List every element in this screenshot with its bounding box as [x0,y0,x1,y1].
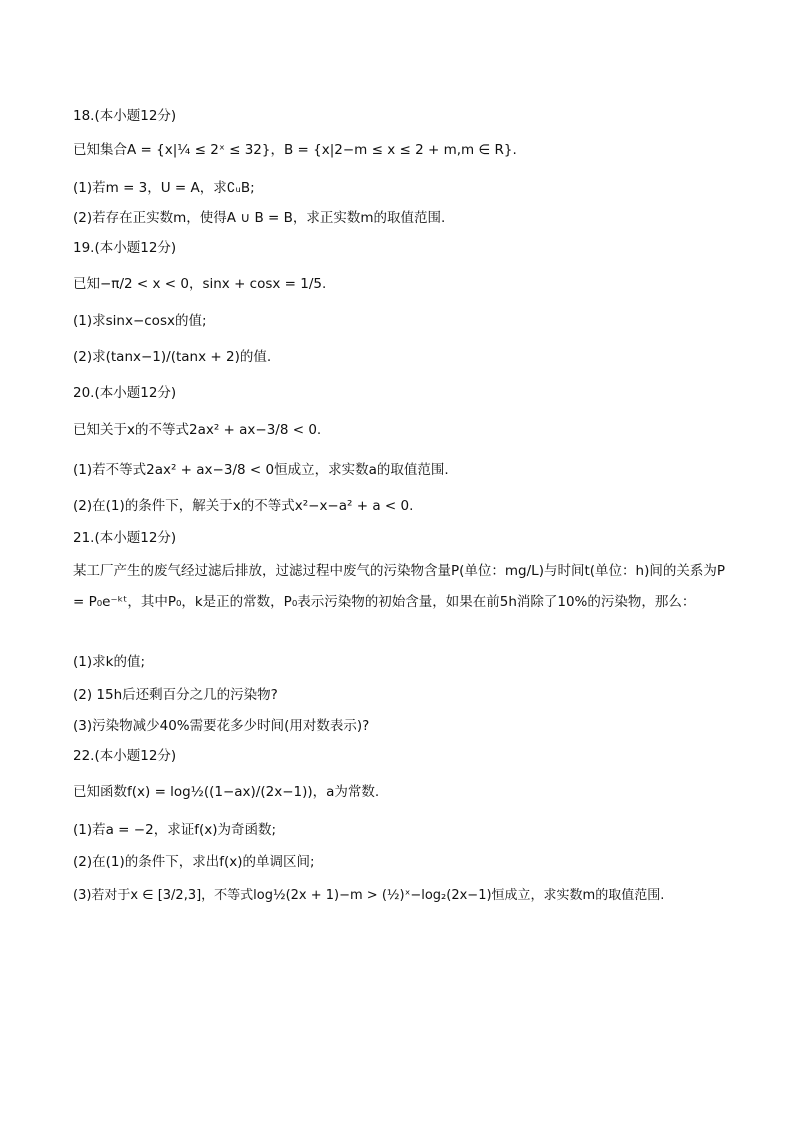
problem-19-header: 19.(本小题12分) [73,240,177,256]
problem-20-header: 20.(本小题12分) [73,385,177,401]
problem-20-part-2: (2)在(1)的条件下，解关于x的不等式x²−x−a² + a < 0. [73,498,414,514]
problem-18-part-1: (1)若m = 3，U = A，求∁ᵤB; [73,180,255,196]
problem-22-statement: 已知函数f(x) = log½((1−ax)/(2x−1))，a为常数. [73,784,380,800]
problem-22-header: 22.(本小题12分) [73,748,177,764]
problem-19-part-1: (1)求sinx−cosx的值; [73,313,207,329]
problem-19-part-2: (2)求(tanx−1)/(tanx + 2)的值. [73,349,272,365]
problem-22-part-1: (1)若a = −2，求证f(x)为奇函数; [73,822,277,838]
problem-21-statement: 某工厂产生的废气经过滤后排放，过滤过程中废气的污染物含量P(单位：mg/L)与时间t(单位：h)间的关系为P = P₀e⁻ᵏᵗ，其中P₀，k是正的常数，P₀表示污染物的初始含量，如果在前5h消除了10%的污染物，那么： [73,563,725,610]
problem-22-part-3: (3)若对于x ∈ [3/2,3]，不等式log½(2x + 1)−m > (½)ˣ−log₂(2x−1)恒成立，求实数m的取值范围. [73,888,665,903]
problem-21-header: 21.(本小题12分) [73,530,177,546]
problem-18-part-2: (2)若存在正实数m，使得A ∪ B = B，求正实数m的取值范围. [73,210,446,226]
problem-21-part-3: (3)污染物减少40%需要花多少时间(用对数表示)? [73,718,370,734]
problem-19-statement: 已知−π/2 < x < 0，sinx + cosx = 1/5. [73,276,327,292]
problem-20-statement: 已知关于x的不等式2ax² + ax−3/8 < 0. [73,422,322,438]
problem-20-part-1: (1)若不等式2ax² + ax−3/8 < 0恒成立，求实数a的取值范围. [73,462,449,478]
problem-18-statement: 已知集合A = {x|¼ ≤ 2ˣ ≤ 32}，B = {x|2−m ≤ x ≤ 2 + m,m ∈ R}. [73,142,517,158]
problem-18-header: 18.(本小题12分) [73,108,177,124]
problem-22-part-2: (2)在(1)的条件下，求出f(x)的单调区间; [73,854,315,870]
problem-21-part-2: (2) 15h后还剩百分之几的污染物? [73,687,278,703]
problem-21-part-1: (1)求k的值; [73,654,145,670]
